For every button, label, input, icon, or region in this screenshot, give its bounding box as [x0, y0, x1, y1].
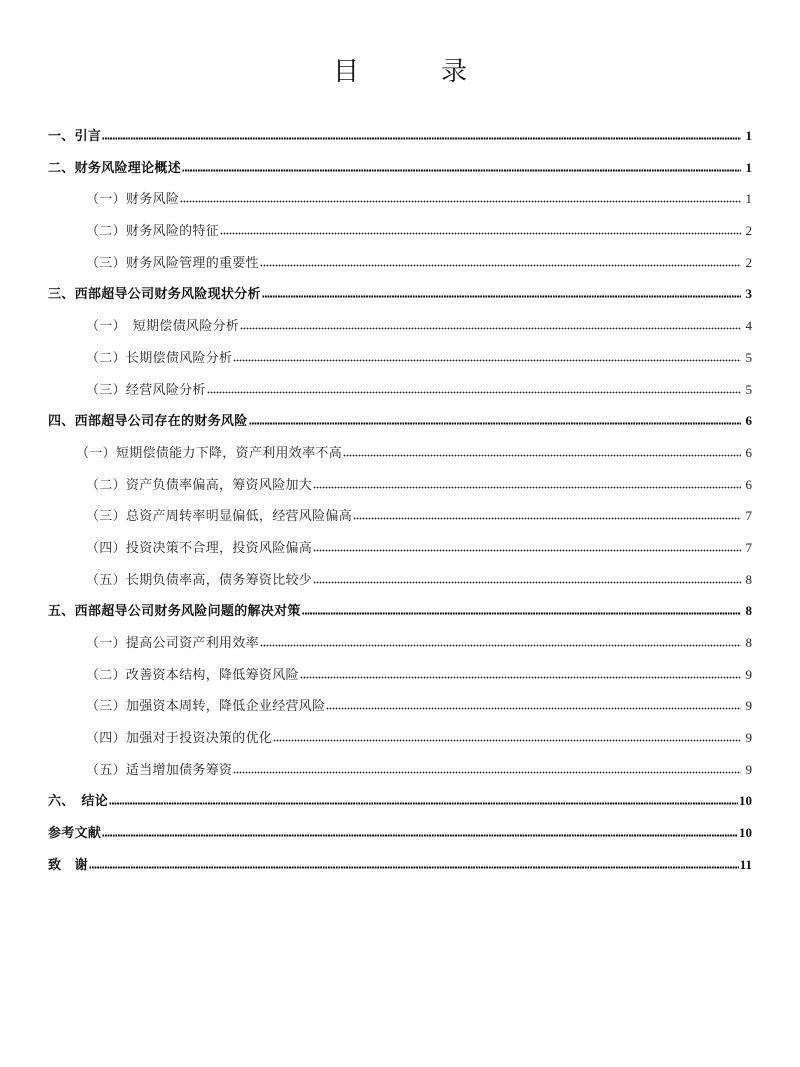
toc-entry-label: 六、 结论 [48, 794, 109, 810]
toc-entry-investment-decisions[interactable] [48, 538, 752, 570]
toc-page-number: 5 [745, 381, 752, 397]
dot-leader [353, 506, 741, 520]
dot-leader [262, 284, 741, 298]
dot-leader [249, 411, 741, 425]
dot-leader [220, 221, 741, 235]
toc-page-number: 10 [739, 825, 752, 841]
toc-entry-operating-risk[interactable] [48, 380, 752, 412]
toc-entry-references[interactable] [48, 823, 752, 855]
toc-entry-label: （一）提高公司资产利用效率 [86, 636, 259, 651]
toc-entry-long-term-liability[interactable] [48, 570, 752, 602]
toc-entry-label: 一、引言 [48, 129, 102, 144]
toc-entry-improve-capital-structure[interactable] [48, 665, 752, 697]
toc-entry-label: （三）财务风险管理的重要性 [86, 255, 259, 271]
toc-page-number: 6 [745, 413, 752, 429]
dot-leader [233, 760, 741, 774]
toc-page-number: 8 [745, 635, 752, 650]
toc-page-number: 1 [745, 128, 752, 143]
toc-entry-solutions[interactable] [48, 601, 752, 633]
toc-entry-risk-management-importance[interactable] [48, 253, 752, 285]
toc-page-number: 6 [745, 444, 752, 460]
toc-entry-label: （一）短期偿债能力下降，资产利用效率不高 [76, 445, 343, 461]
dot-leader [180, 189, 741, 203]
toc-entry-high-debt-ratio[interactable] [48, 475, 752, 507]
toc-entry-label: （一）财务风险 [86, 192, 180, 208]
toc-entry-low-asset-turnover[interactable] [48, 506, 752, 538]
toc-entry-acknowledgements[interactable] [48, 855, 752, 887]
toc-page-number: 1 [745, 159, 752, 175]
toc-page-number: 9 [745, 698, 752, 714]
toc-page-number: 9 [745, 761, 752, 777]
toc-entry-financial-risk[interactable] [48, 189, 752, 221]
toc-entry-label: （一） 短期偿债风险分析 [86, 319, 240, 335]
dot-leader [260, 633, 741, 647]
toc-entry-label: （五）适当增加债务筹资 [86, 762, 233, 778]
toc-entry-label: （三）经营风险分析 [86, 382, 206, 398]
dot-leader [109, 791, 738, 805]
toc-page-number: 7 [745, 508, 752, 524]
toc-page-number: 6 [745, 476, 752, 492]
dot-leader [240, 316, 741, 330]
toc-entry-risk-characteristics[interactable] [48, 221, 752, 253]
toc-entry-theory-overview[interactable] [48, 158, 752, 190]
dot-leader [182, 158, 741, 172]
toc-page-number: 8 [745, 603, 752, 619]
toc-entry-label: （四）加强对于投资决策的优化 [86, 731, 273, 747]
toc-page-number: 10 [739, 793, 752, 809]
dot-leader [326, 696, 741, 710]
toc-entry-label: 三、西部超导公司财务风险现状分析 [48, 287, 261, 303]
toc-page-number: 2 [745, 223, 752, 239]
toc-page-number: 9 [745, 666, 752, 682]
toc-page-number: 8 [745, 571, 752, 587]
toc-entry-label: （二）改善资本结构，降低筹资风险 [86, 667, 299, 683]
toc-entry-status-analysis[interactable] [48, 284, 752, 316]
toc-entry-declining-solvency[interactable] [48, 443, 752, 475]
dot-leader [300, 665, 741, 679]
dot-leader [102, 823, 738, 837]
dot-leader [260, 253, 741, 267]
toc-entry-label: 参考文献 [48, 826, 102, 842]
toc-page-number: 5 [745, 349, 752, 365]
toc-page-number: 9 [745, 730, 752, 746]
dot-leader [313, 570, 741, 584]
toc-entry-label: 五、西部超导公司财务风险问题的解决对策 [48, 604, 301, 620]
toc-page-number: 2 [745, 254, 752, 270]
toc-entry-long-term-solvency[interactable] [48, 348, 752, 380]
toc-page-number: 3 [745, 286, 752, 302]
toc-entry-label: 二、财务风险理论概述 [48, 160, 182, 176]
dot-leader [302, 601, 741, 615]
toc-entry-capital-turnover[interactable] [48, 696, 752, 728]
toc-entry-label: （四）投资决策不合理，投资风险偏高 [86, 540, 313, 556]
toc-entry-label: （三）加强资本周转，降低企业经营风险 [86, 699, 326, 715]
toc-entry-conclusion[interactable] [48, 791, 752, 823]
toc-page-number: 7 [745, 539, 752, 555]
dot-leader [313, 475, 741, 489]
dot-leader [343, 443, 741, 457]
toc-page-number: 1 [745, 191, 752, 207]
toc-page-number: 11 [739, 856, 752, 872]
toc-entry-label: 致 谢 [48, 857, 88, 873]
dot-leader [102, 126, 741, 140]
toc-page-number: 4 [745, 318, 752, 334]
dot-leader [313, 538, 741, 552]
toc-entry-label: （三）总资产周转率明显偏低，经营风险偏高 [86, 509, 353, 525]
toc-entry-improve-asset-efficiency[interactable] [48, 633, 752, 665]
table-of-contents [48, 126, 752, 887]
toc-entry-investment-optimization[interactable] [48, 728, 752, 760]
toc-entry-debt-financing[interactable] [48, 760, 752, 792]
dot-leader [89, 855, 739, 869]
toc-entry-label: （五）长期负债率高，债务筹资比较少 [86, 572, 313, 588]
toc-entry-label: 四、西部超导公司存在的财务风险 [48, 414, 248, 430]
dot-leader [233, 348, 741, 362]
toc-entry-label: （二）长期偿债风险分析 [86, 350, 233, 366]
toc-title: 目 录 [332, 57, 495, 87]
toc-entry-label: （二）财务风险的特征 [86, 224, 220, 240]
toc-entry-existing-risks[interactable] [48, 411, 752, 443]
dot-leader [273, 728, 741, 742]
dot-leader [207, 380, 741, 394]
toc-entry-label: （二）资产负债率偏高，筹资风险加大 [86, 477, 313, 493]
toc-entry-introduction[interactable] [48, 126, 752, 158]
toc-entry-short-term-solvency[interactable] [48, 316, 752, 348]
